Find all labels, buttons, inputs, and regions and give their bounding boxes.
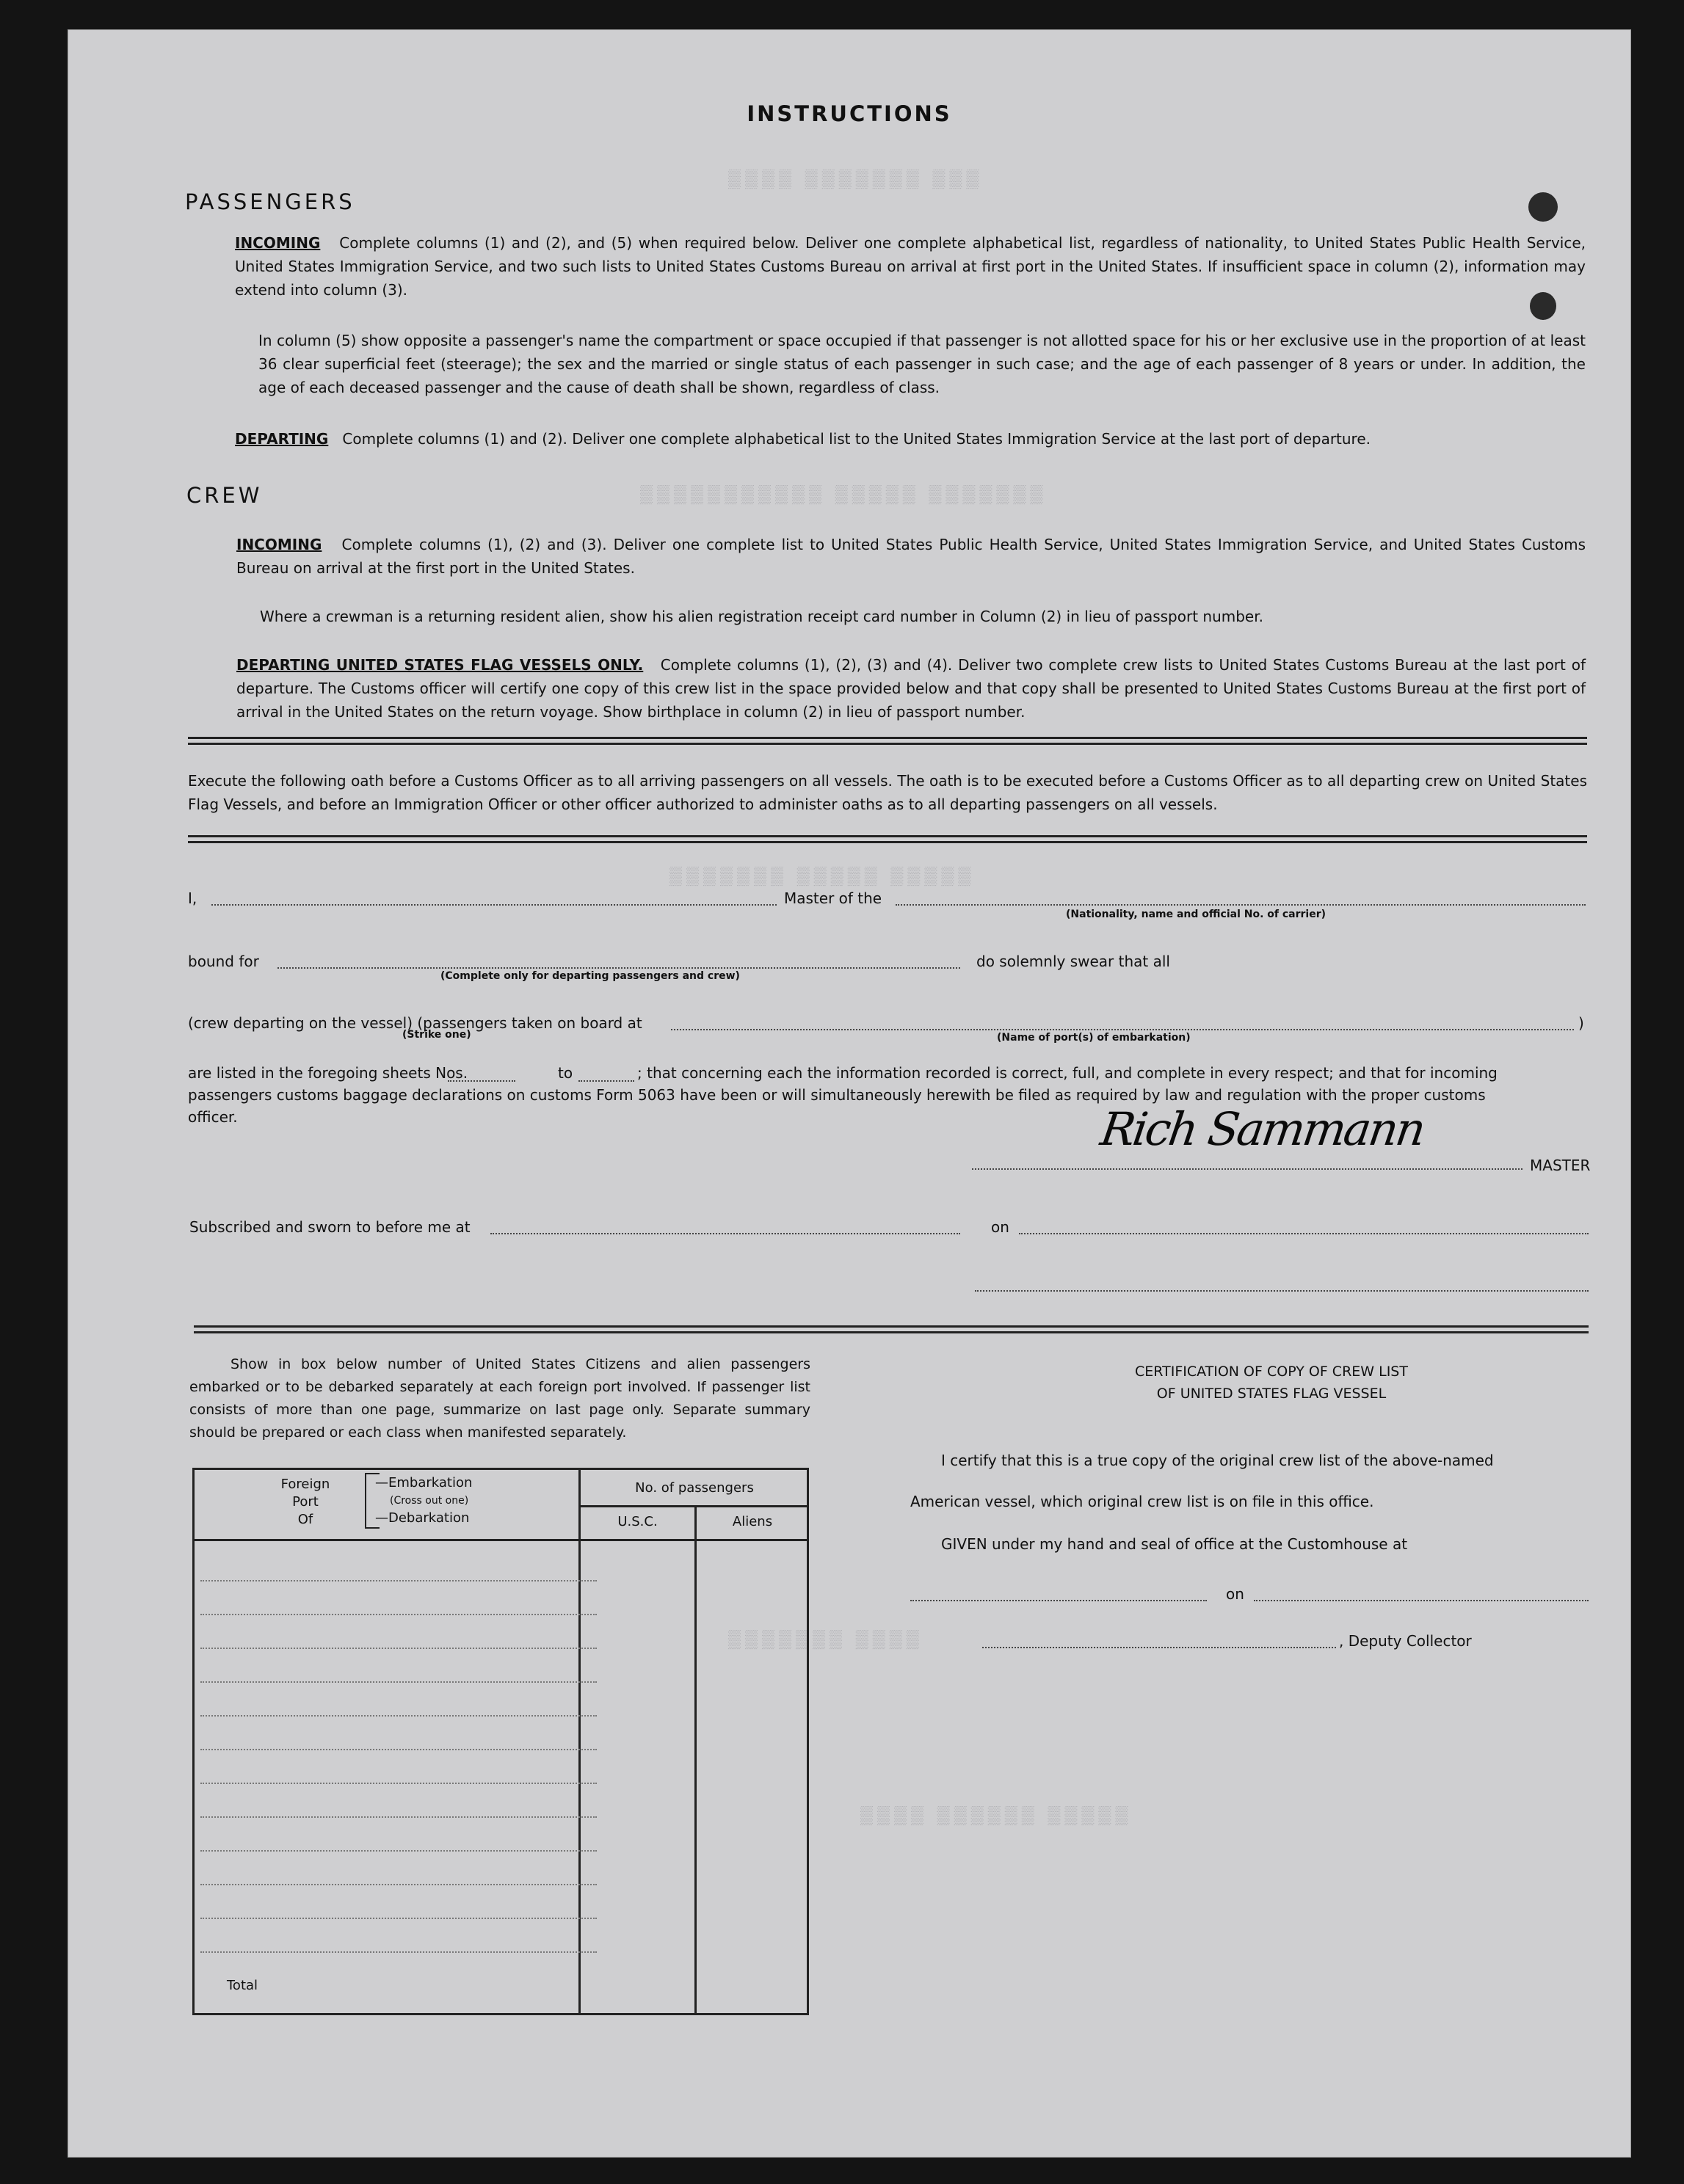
- embarkation-option[interactable]: —Embarkation: [375, 1475, 473, 1490]
- foreign-port-header: [265, 1476, 346, 1529]
- summary-instruction: Show in box below number of United States Citizens and alien passengers embarked or to be debarked separately at each foreign port involved. If passenger list consists of more than one page, summarize on last page only. Separate summary should be prepared or each class when manifested separately.: [189, 1356, 810, 1441]
- sheet-from-field[interactable]: [448, 1080, 515, 1082]
- certification-heading-line1: CERTIFICATION OF COPY OF CREW LIST: [1135, 1364, 1408, 1380]
- table-row-line: [200, 1681, 597, 1683]
- table-row-line: [200, 1614, 597, 1615]
- deputy-collector-label: , Deputy Collector: [1339, 1632, 1472, 1650]
- master-name-field[interactable]: [211, 904, 777, 906]
- bleed-through-text: ▒▒▒▒▒▒▒▒▒▒▒ ▒▒▒▒▒ ▒▒▒▒▒▒▒: [640, 484, 1048, 504]
- embarkation-ports-field[interactable]: [671, 1029, 1574, 1030]
- passengers-departing-paragraph: [235, 427, 1586, 451]
- embarkation-options[interactable]: [375, 1474, 472, 1527]
- bound-for-field[interactable]: [277, 967, 960, 969]
- table-row-line: [200, 1850, 597, 1852]
- page-title: INSTRUCTIONS: [747, 101, 952, 126]
- crew-incoming-text: Complete columns (1), (2) and (3). Deliver one complete list to United States Public Health Service, United States Immigration Service, and United States Customs Bureau on arrival at the first port in the United States.: [236, 536, 1586, 577]
- certification-text-line1: I certify that this is a true copy of the original crew list of the above-named: [941, 1452, 1494, 1469]
- passengers-incoming-text: Complete columns (1) and (2), and (5) when required below. Deliver one complete alphabetical list, regardless of nationality, to United States Public Health Service, United States Immigration Service, and two such lists to United States Customs Bureau on arrival at first port in the United States. If insufficient space in column (2), information may extend into column (3).: [235, 234, 1586, 299]
- master-label: MASTER: [1530, 1157, 1591, 1174]
- no-of-passengers-header: No. of passengers: [635, 1480, 754, 1496]
- debarkation-option[interactable]: —Debarkation: [375, 1510, 470, 1526]
- crew-departing-label: (crew departing on the vessel) (passengers taken on board at: [188, 1014, 642, 1032]
- subscribed-place-field[interactable]: [490, 1233, 960, 1234]
- listed-line3: officer.: [188, 1108, 238, 1126]
- bleed-through-text: ▒▒▒▒ ▒▒▒▒▒▒▒ ▒▒▒: [728, 169, 984, 189]
- strike-caption: (Strike one): [402, 1029, 471, 1041]
- listed-line2: passengers customs baggage declarations on customs Form 5063 have been or will simultaneously herewith be filed as required by law and regulation with the proper customs: [188, 1086, 1486, 1104]
- passenger-summary-table: [192, 1468, 809, 2015]
- divider: [188, 841, 1587, 843]
- foreign-port-line1: Foreign: [280, 1477, 330, 1492]
- table-divider: [578, 1505, 807, 1507]
- bleed-through-text: ▒▒▒▒ ▒▒▒▒▒▒ ▒▒▒▒▒: [860, 1805, 1133, 1825]
- table-row-line: [200, 1648, 597, 1649]
- table-row-line: [200, 1749, 597, 1750]
- foreign-port-line3: Of: [297, 1512, 313, 1527]
- punch-hole: [1528, 192, 1558, 222]
- bleed-through-text: ▒▒▒▒▒▒▒ ▒▒▒▒▒ ▒▒▒▒▒: [669, 866, 976, 886]
- crew-incoming-paragraph: [236, 533, 1586, 580]
- divider: [194, 1331, 1589, 1333]
- bound-for-caption: (Complete only for departing passengers and crew): [440, 970, 740, 982]
- deputy-collector-field[interactable]: [982, 1647, 1336, 1648]
- certification-heading-line2: OF UNITED STATES FLAG VESSEL: [1156, 1386, 1387, 1402]
- table-row-line: [200, 1816, 597, 1818]
- foreign-port-line2: Port: [292, 1494, 319, 1510]
- table-row-line: [200, 1783, 597, 1784]
- table-row-line: [200, 1580, 597, 1581]
- master-signature: Rich Sammann: [1097, 1102, 1427, 1156]
- ports-caption: (Name of port(s) of embarkation): [997, 1032, 1191, 1044]
- table-divider: [578, 1470, 581, 2013]
- table-row-line: [200, 1951, 597, 1953]
- divider: [194, 1325, 1589, 1328]
- master-signature-line: [972, 1168, 1523, 1170]
- usc-header: U.S.C.: [617, 1514, 658, 1529]
- certification-date-field[interactable]: [1254, 1600, 1589, 1601]
- crew-heading: CREW: [186, 483, 263, 508]
- total-label: Total: [227, 1978, 258, 1993]
- sheet-to-field[interactable]: [578, 1080, 634, 1082]
- passengers-departing-text: Complete columns (1) and (2). Deliver one complete alphabetical list to the United States Immigration Service at the last port of departure.: [342, 430, 1371, 448]
- carrier-field[interactable]: [896, 904, 1586, 906]
- passengers-column5-paragraph: In column (5) show opposite a passenger's name the compartment or space occupied if that passenger is not allotted space for his or her exclusive use in the proportion of at least 36 clear superficial feet (steerage); the sex and the married or single status of each passenger in such case; and the age of each passenger of 8 years or under. In addition, the age of each deceased passenger and the cause of death shall be shown, regardless of class.: [258, 332, 1586, 396]
- crew-departing-paragraph: [236, 653, 1586, 724]
- listed-prefix: are listed in the foregoing sheets Nos.: [188, 1064, 468, 1082]
- crew-departing-label: DEPARTING UNITED STATES FLAG VESSELS ONLY.: [236, 656, 644, 674]
- crew-departing-text: Complete columns (1), (2), (3) and (4). Deliver two complete crew lists to United States Customs Bureau at the last port of departure. The Customs officer will certify one copy of this crew list in the space provided below and that copy shall be presented to United States Customs Bureau at the first port of arrival in the United States on the return voyage. Show birthplace in column (2) in lieu of passport number.: [236, 656, 1586, 721]
- divider: [188, 743, 1587, 745]
- listed-suffix: ; that concerning each the information recorded is correct, full, and complete in every respect; and that for incoming: [637, 1064, 1498, 1082]
- passengers-departing-label: DEPARTING: [235, 430, 329, 448]
- divider: [188, 835, 1587, 837]
- passengers-incoming-paragraph: [235, 231, 1586, 302]
- aliens-header: Aliens: [732, 1514, 773, 1529]
- subscribed-label: Subscribed and sworn to before me at: [189, 1218, 471, 1236]
- document-page: [68, 29, 1631, 2158]
- table-row-line: [200, 1884, 597, 1885]
- bound-for-label: bound for: [188, 953, 259, 970]
- oath-i-label: I,: [188, 889, 197, 907]
- certification-heading: [978, 1361, 1565, 1405]
- certification-text-line2: American vessel, which original crew list is on file in this office.: [910, 1493, 1374, 1510]
- divider: [188, 737, 1587, 739]
- subscribed-date-field[interactable]: [1019, 1233, 1589, 1234]
- officer-signature-line[interactable]: [975, 1290, 1589, 1292]
- crew-incoming-label: INCOMING: [236, 536, 322, 553]
- certification-given-line: GIVEN under my hand and seal of office at the Customhouse at: [941, 1535, 1408, 1553]
- table-row-line: [200, 1918, 597, 1919]
- bleed-through-text: ▒▒▒▒▒▒▒ ▒▒▒▒: [728, 1629, 923, 1649]
- master-of-label: Master of the: [784, 889, 882, 907]
- certification-on-label: on: [1226, 1585, 1244, 1603]
- passengers-incoming-label: INCOMING: [235, 234, 321, 252]
- close-paren: ): [1578, 1014, 1584, 1032]
- customhouse-field[interactable]: [910, 1600, 1207, 1601]
- carrier-caption: (Nationality, name and official No. of carrier): [1066, 909, 1326, 920]
- passengers-heading: PASSENGERS: [185, 189, 355, 214]
- subscribed-on-label: on: [991, 1218, 1009, 1236]
- crew-resident-paragraph: Where a crewman is a returning resident alien, show his alien registration receipt card number in Column (2) in lieu of passport number.: [260, 608, 1263, 625]
- table-divider: [195, 1539, 808, 1541]
- cross-out-caption: (Cross out one): [390, 1495, 469, 1507]
- swear-label: do solemnly swear that all: [976, 953, 1170, 970]
- table-divider: [694, 1505, 697, 2013]
- table-row-line: [200, 1715, 597, 1717]
- oath-instruction: Execute the following oath before a Customs Officer as to all arriving passengers on all vessels. The oath is to be executed before a Customs Officer as to all departing crew on United States Flag Vessels, and before an Immigration Officer or other officer authorized to administer oaths as to all departing passengers on all vessels.: [188, 772, 1587, 813]
- to-label: to: [558, 1064, 573, 1082]
